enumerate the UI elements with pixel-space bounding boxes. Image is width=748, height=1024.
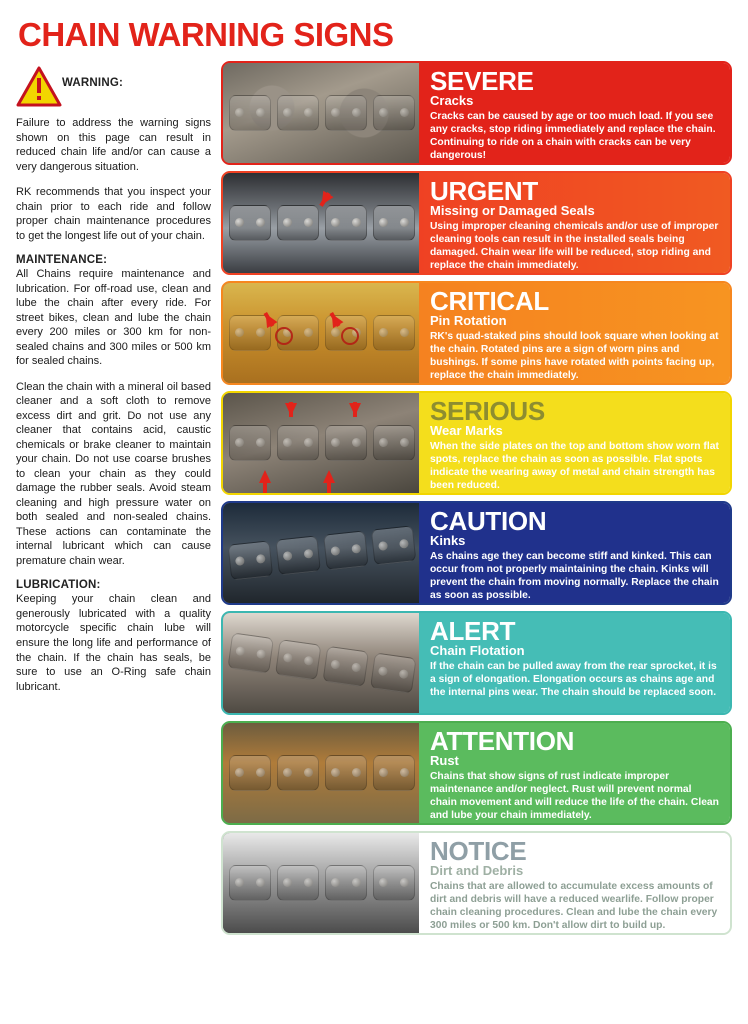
card-photo — [223, 723, 419, 823]
content-area — [16, 61, 732, 935]
card-subtitle: Wear Marks — [430, 423, 503, 438]
card-subtitle: Rust — [430, 753, 459, 768]
sidebar — [16, 61, 221, 705]
card-level: SEVERE — [430, 66, 534, 96]
warning-label: WARNING: — [62, 77, 124, 89]
lubrication-heading: LUBRICATION: — [16, 579, 101, 592]
card-text — [419, 283, 730, 383]
card-subtitle: Pin Rotation — [430, 313, 507, 328]
warning-header — [16, 61, 211, 114]
card-body: As chains age they can become stiff and kinked. This can occur from not properly maintaining the chain. Kinks will prevent the chain from moving normally. Replace the chain as soon as possible. — [430, 551, 719, 602]
card-photo — [223, 613, 419, 713]
card-photo — [223, 503, 419, 603]
card-level: CRITICAL — [430, 286, 549, 316]
card-level: ALERT — [430, 616, 516, 646]
warning-card-serious — [221, 391, 732, 495]
callout-arrow-icon — [259, 470, 271, 483]
warning-card-severe — [221, 61, 732, 165]
card-body: Chains that are allowed to accumulate excess amounts of dirt and debris will have a reduced wearlife. Follow proper chain cleaning procedures. Clean and lube the chain every 300 miles or 500 km. Don't allow dirt to build up. — [430, 881, 718, 932]
card-text — [419, 173, 730, 273]
card-subtitle: Dirt and Debris — [430, 863, 524, 878]
pin-highlight-circle — [275, 327, 293, 345]
card-level: SERIOUS — [430, 396, 545, 426]
warning-card-attention — [221, 721, 732, 825]
card-subtitle: Cracks — [430, 93, 474, 108]
card-level: ATTENTION — [430, 726, 575, 756]
card-body: RK's quad-staked pins should look square when looking at the chain. Rotated pins are a sign of worn pins and bushings. If some pins have rotated with points facing up, replace the chain immediately. — [430, 331, 719, 382]
card-photo — [223, 393, 419, 493]
warning-card-critical — [221, 281, 732, 385]
card-text — [419, 63, 730, 163]
maintenance-heading: MAINTENANCE: — [16, 254, 108, 267]
callout-arrow-icon — [349, 403, 361, 416]
maintenance-text-2: Clean the chain with a mineral oil based cleaner and a soft cloth to remove excess dirt and grit. Do not use any cleaner that contains acid, caustic chemicals or brake cleaner to maintain your chain. Do not use coarse brushes to clean your chain as they could damage the rubber seals. Avoid steam cleaning and high pressure water on both sealed and non-sealed chains. These actions can contaminate the internal lubricant which can cause premature chain wear. — [16, 380, 211, 567]
card-body: Chains that show signs of rust indicate improper maintenance and/or neglect. Rust will prevent normal chain movement and will reduce the life of the chain. Clean and lube your chain immediately. — [430, 771, 719, 822]
warning-text: Failure to address the warning signs shown on this page can result in reduced chain life and/or can cause a very dangerous situation. — [16, 117, 211, 173]
card-body: Using improper cleaning chemicals and/or use of improper cleaning tools can result in the installed seals being damaged. Chain wear life will be reduced, stop riding and replace the chain immediately. — [430, 221, 719, 272]
card-body: If the chain can be pulled away from the rear sprocket, it is a sign of elongation. Elongation occurs as chains age and the internal pins wear. The chain should be replaced soon. — [430, 661, 717, 699]
warning-card-notice — [221, 831, 732, 935]
card-subtitle: Missing or Damaged Seals — [430, 203, 595, 218]
callout-arrow-icon — [323, 470, 335, 483]
card-level: CAUTION — [430, 506, 547, 536]
card-subtitle: Kinks — [430, 533, 466, 548]
warning-card-caution — [221, 501, 732, 605]
lubrication-text: Keeping your chain clean and generously lubricated with a quality motorcycle specific chain lube will ensure the long life and performance of the chain. If the chain has seals, be sure to use an O-Ring safe chain lubricant. — [16, 593, 211, 693]
warning-cards-list — [221, 61, 732, 935]
pin-highlight-circle — [341, 327, 359, 345]
card-text — [419, 503, 730, 603]
card-text — [419, 393, 730, 493]
card-subtitle: Chain Flotation — [430, 643, 525, 658]
maintenance-text-1: All Chains require maintenance and lubrication. For off-road use, clean and lube the chain after every ride. For street bikes, clean and lube the chain every 200 miles or 300 km for non-sealed chains and 300 miles or 500 km for sealed chains. — [16, 268, 211, 368]
card-text — [419, 833, 730, 933]
card-text — [419, 723, 730, 823]
recommendation-text: RK recommends that you inspect your chain prior to each ride and follow proper chain maintenance procedures to get the longest life out of your chain. — [16, 186, 211, 242]
card-body: When the side plates on the top and bottom show worn flat spots, replace the chain as soon as possible. Flat spots indicate the wearing away of metal and chain strength has been reduced. — [430, 441, 719, 492]
page-title: CHAIN WARNING SIGNS — [18, 16, 394, 53]
card-photo — [223, 283, 419, 383]
card-level: URGENT — [430, 176, 538, 206]
card-photo — [223, 173, 419, 273]
card-level: NOTICE — [430, 836, 527, 866]
card-text — [419, 613, 730, 713]
card-photo — [223, 63, 419, 163]
callout-arrow-icon — [285, 403, 297, 416]
page-footer-spacer — [16, 935, 732, 943]
warning-triangle-icon — [16, 61, 62, 114]
card-photo — [223, 833, 419, 933]
warning-card-alert — [221, 611, 732, 715]
card-body: Cracks can be caused by age or too much load. If you see any cracks, stop riding immediately and replace the chain. Continuing to ride on a chain with cracks can be very dangerous! — [430, 111, 716, 162]
warning-card-urgent — [221, 171, 732, 275]
